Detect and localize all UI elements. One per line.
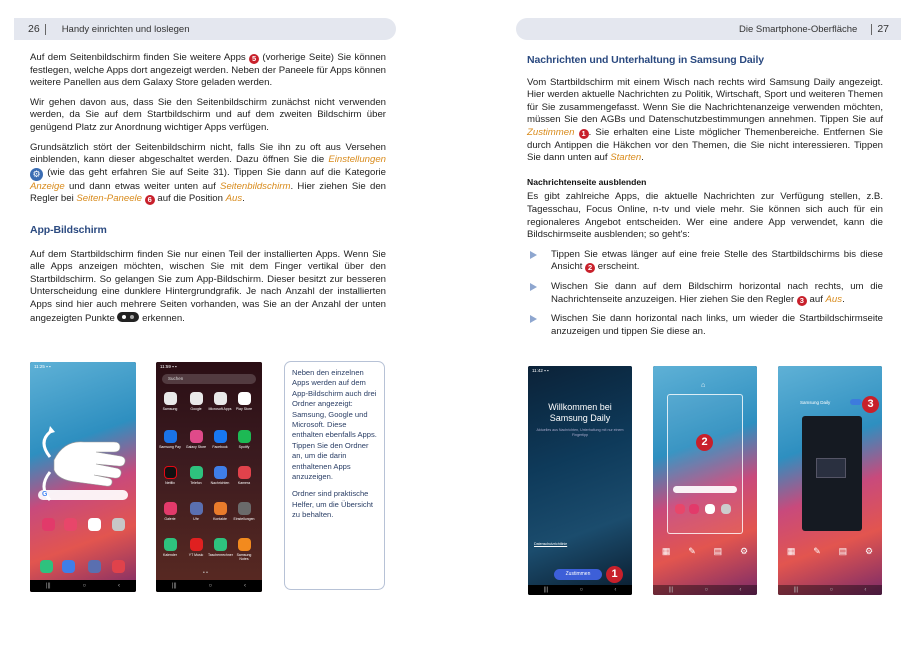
- step-item: Wischen Sie dann auf dem Bildschirm horizontal nach rechts, um die Nachrichtenseite anzuzeigen. Hier ziehen Sie den Regler 3 auf Aus.: [527, 281, 883, 306]
- paragraph: Es gibt zahlreiche Apps, die aktuelle Nachrichten zur Verfügung stellen, z.B. Tagesschau, Focus Online, n-tv und viele mehr. Sie können sich auch für ein regionaleres Angebot entscheiden. Wer eine andere App verwendet, kann die Bildschirmseite ausblenden; so geht's:: [527, 191, 883, 241]
- menu-ref-seiten-paneele: Seiten-Paneele: [76, 193, 143, 205]
- paragraph: Grundsätzlich stört der Seitenbildschirm nicht, falls Sie ihn zu oft aus Versehen einblenden, kann dieser abgeschaltet werden. Dazu öffnen Sie die Einstellungen ⚙ (wie das geht erfahren Sie auf Seite 31). Tippen Sie dann auf die Kategorie Anzeige und dann etwas weiter unten auf Seitenbildschirm. Hier ziehen Sie den Regler bei Seiten-Paneele 6 auf die Position Aus.: [30, 141, 386, 205]
- play-store-icon[interactable]: [238, 392, 251, 405]
- android-navbar: ||| ○ ‹: [156, 580, 262, 592]
- microsoft-folder-icon[interactable]: [214, 392, 227, 405]
- page-indicator: • •: [203, 570, 208, 576]
- callout-badge-2: 2: [585, 263, 595, 273]
- gallery-icon[interactable]: [164, 502, 177, 515]
- yt-music-icon[interactable]: [190, 538, 203, 551]
- privacy-link[interactable]: Datenschutzrichtlinie: [534, 542, 568, 546]
- left-chapter-title: Handy einrichten und loslegen: [61, 23, 190, 35]
- button-ref-starten: Starten: [610, 152, 642, 164]
- phone-screenshot-samsung-daily: 11:42 ▪ ▪ Willkommen bei Samsung Daily Aktuelles aus Nachrichten, Unterhaltung mit nur einem Fingertipp Datenschutzrichtlinie Zustimmen 1 ||| ○ ‹: [528, 366, 632, 595]
- right-page-header: [516, 18, 901, 40]
- edit-mode-toolbar: [778, 546, 882, 574]
- paragraph: Vom Startbildschirm mit einem Wisch nach rechts wird Samsung Daily angezeigt. Hier werden aktuelle Nachrichten zu Politik, Wirtschaft, Sport und weiteren Themen für Sie zusammengefasst. Wenn Sie die Nachrichtenanzeige verwenden möchten, müssen Sie den AGBs und Datenschutzbestimmungen annehmen. Tippen Sie auf Zustimmen 1 . Sie erhalten eine Liste möglicher Themenbereiche. Entfernen Sie durch Antippen die Häkchen vor den Themen, die Sie nicht interessieren. Tippen Sie dann unten auf Starten.: [527, 76, 883, 164]
- callout-badge-6: 6: [145, 195, 155, 205]
- samsung-daily-label: Samsung Daily: [800, 400, 831, 405]
- app-icon: [689, 504, 699, 514]
- paragraph: Auf dem Startbildschirm finden Sie nur einen Teil der installierten Apps. Wenn Sie alle Apps anzeigen möchten, wischen Sie mit dem Finger vertikal über den Startbildschirm. So gelangen Sie zum App-Bildschirm. Dieser besitzt zur besseren Unterscheidung eine dunklere Hintergrundgrafik. Je nach Anzahl der installierten Apps sind hier auch mehrere Seiten vorhanden, was Sie an der Anzahl der unten angezeigten Punkte erkennen.: [30, 248, 386, 324]
- contacts-icon[interactable]: [214, 502, 227, 515]
- subheading-nachrichtenseite: Nachrichtenseite ausblenden: [527, 176, 647, 187]
- messages-app-icon[interactable]: [214, 466, 227, 479]
- paragraph: Auf dem Seitenbildschirm finden Sie weitere Apps 5 (vorherige Seite) Sie können festlegen, welche Apps dort angezeigt werden. Neben der Paneele für Apps können weitere Panellen aus dem Galaxy Store geladen werden.: [30, 52, 386, 89]
- spotify-icon[interactable]: [238, 430, 251, 443]
- left-page-header: [14, 18, 396, 40]
- arrow-bullet-icon: [530, 283, 537, 291]
- google-icon: G: [42, 491, 48, 498]
- phone-screenshot-app-drawer: 11:59 ▪ ▪ Suchen Samsung Google Microsoft Apps Play Store Samsung Pay Galaxy Store Facebook Spotify Netflix Telefon Nachrichten Kamera Galerie Uhr Kontakte Einstellungen Kalender YT Music Taschenrechner Samsung Notes • • ||| ○ ‹: [156, 362, 262, 592]
- right-page-number: 27: [871, 24, 889, 35]
- app-icon: [705, 504, 715, 514]
- themes-icon[interactable]: ✎: [688, 546, 696, 556]
- calendar-icon[interactable]: [164, 538, 177, 551]
- widgets-icon[interactable]: ▤: [838, 546, 848, 556]
- app-icon[interactable]: [42, 518, 55, 531]
- section-heading-app-bildschirm: App-Bildschirm: [30, 223, 107, 236]
- home-icon: ⌂: [701, 382, 706, 389]
- app-icon[interactable]: [64, 518, 77, 531]
- phone-screenshot-edit-mode: [653, 366, 757, 595]
- samsung-daily-title: Willkommen bei Samsung Daily: [548, 402, 612, 423]
- daily-page-preview: [802, 416, 862, 531]
- menu-ref-einstellungen: Einstellungen: [328, 154, 386, 166]
- google-search-bar: [673, 486, 737, 493]
- callout-badge-5: 5: [249, 54, 259, 64]
- right-page-body: [527, 52, 883, 345]
- widgets-icon[interactable]: ▤: [713, 546, 723, 556]
- settings-icon[interactable]: [238, 502, 251, 515]
- callout-badge-3: 3: [797, 296, 807, 306]
- android-navbar: ||| ○ ‹: [653, 585, 757, 595]
- button-ref-zustimmen: Zustimmen: [527, 126, 575, 138]
- step-list: [527, 249, 883, 339]
- menu-ref-seitenbildschirm: Seitenbildschirm: [220, 180, 291, 192]
- netflix-icon[interactable]: [164, 466, 177, 479]
- app-search-input[interactable]: Suchen: [162, 374, 256, 384]
- camera-app-icon[interactable]: [112, 560, 125, 573]
- play-store-icon[interactable]: [88, 518, 101, 531]
- arrow-bullet-icon: [530, 315, 537, 323]
- step-item: Wischen Sie dann horizontal nach links, um wieder die Startbildschirmseite anzuzeigen und tippen Sie diese an.: [527, 313, 883, 338]
- themes-icon[interactable]: ✎: [813, 546, 821, 556]
- info-box: Neben den einzelnen Apps werden auf dem App-Bildschirm auch drei Ordner angezeigt: Samsung, Google und Microsoft. Diese enthalten ebenfalls Apps. Tippen Sie den Ordner an, um die darin enthaltenen Apps anzuzeigen. Ordner sind praktische Helfer, um die Übersicht zu behalten.: [284, 361, 385, 590]
- phone-screenshot-home: 11:25 ▪ ▪ G ||| ○ ‹: [30, 362, 136, 592]
- callout-badge-3: 3: [862, 396, 879, 413]
- camera-app-icon[interactable]: [238, 466, 251, 479]
- gear-icon: ⚙: [30, 168, 43, 181]
- callout-badge-2: 2: [696, 434, 713, 451]
- samsung-folder-icon[interactable]: [164, 392, 177, 405]
- app-icon: [721, 504, 731, 514]
- swipe-hand-illustration: [30, 362, 136, 592]
- samsung-daily-toggle[interactable]: [850, 399, 862, 405]
- phone-app-icon[interactable]: [190, 466, 203, 479]
- menu-ref-anzeige: Anzeige: [30, 180, 65, 192]
- android-navbar: ||| ○ ‹: [30, 580, 136, 592]
- phone-app-icon[interactable]: [40, 560, 53, 573]
- android-navbar: ||| ○ ‹: [528, 585, 632, 595]
- zustimmen-button[interactable]: Zustimmen: [554, 569, 602, 580]
- step-item: Tippen Sie etwas länger auf eine freie Stelle des Startbildschirms bis diese Ansicht 2 erscheint.: [527, 249, 883, 274]
- app-folder-icon[interactable]: [112, 518, 125, 531]
- galaxy-store-icon[interactable]: [190, 430, 203, 443]
- facebook-icon[interactable]: [214, 430, 227, 443]
- page-dots-icon: [117, 312, 139, 322]
- calculator-icon[interactable]: [214, 538, 227, 551]
- left-page-body: [30, 52, 386, 332]
- paragraph: Wir gehen davon aus, dass Sie den Seitenbildschirm zunächst nicht verwenden werden, da Sie auf dem Startbildschirm und auf dem zweiten Bildschirm über genügend Platz zur Anordnung wichtiger Apps verfügen.: [30, 96, 386, 133]
- edit-mode-toolbar: [653, 546, 757, 574]
- left-page: [0, 0, 456, 648]
- left-page-number: 26: [28, 24, 46, 35]
- option-ref-aus: Aus: [825, 293, 843, 305]
- phone-screenshot-daily-toggle: [778, 366, 882, 595]
- callout-badge-1: 1: [579, 129, 589, 139]
- clock-icon[interactable]: [190, 502, 203, 515]
- samsung-notes-icon[interactable]: [238, 538, 251, 551]
- right-chapter-title: Die Smartphone-Oberfläche: [739, 23, 858, 35]
- section-heading-samsung-daily: Nachrichten und Unterhaltung in Samsung Daily: [527, 54, 765, 66]
- wallpaper-icon[interactable]: ▦: [661, 546, 671, 556]
- messages-app-icon[interactable]: [62, 560, 75, 573]
- google-folder-icon[interactable]: [190, 392, 203, 405]
- app-icon: [675, 504, 685, 514]
- settings-icon[interactable]: ⚙: [864, 546, 874, 556]
- right-page: [456, 0, 913, 648]
- app-icon[interactable]: [88, 560, 101, 573]
- menu-ref-aus: Aus: [225, 193, 243, 205]
- callout-badge-1: 1: [606, 566, 623, 583]
- samsung-pay-icon[interactable]: [164, 430, 177, 443]
- android-navbar: ||| ○ ‹: [778, 585, 882, 595]
- wallpaper-icon[interactable]: ▦: [786, 546, 796, 556]
- google-search-bar[interactable]: [38, 490, 128, 500]
- arrow-bullet-icon: [530, 251, 537, 259]
- settings-icon[interactable]: ⚙: [739, 546, 749, 556]
